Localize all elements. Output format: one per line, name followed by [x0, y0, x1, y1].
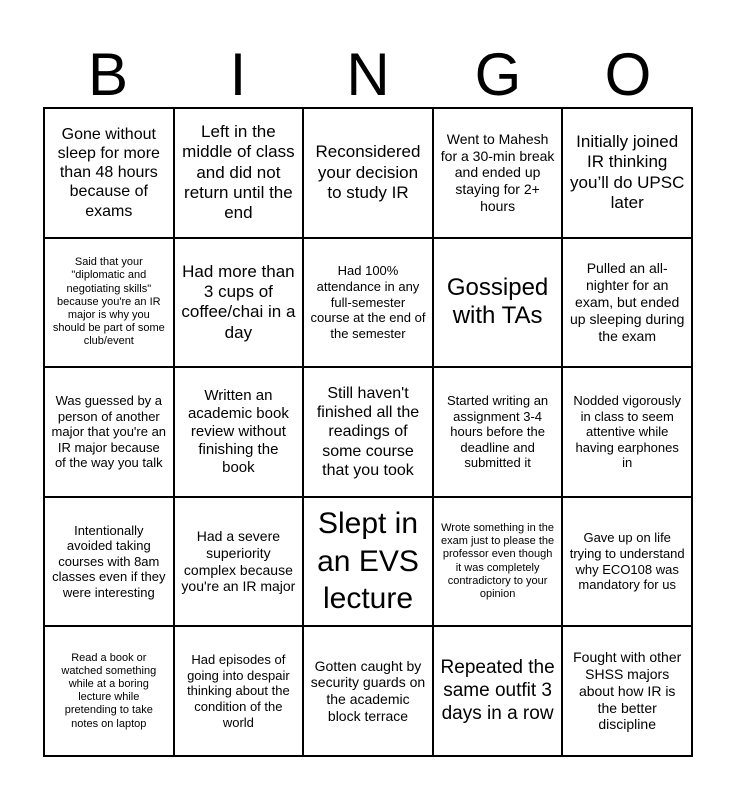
cell-text: Gossiped with TAs [446, 273, 549, 330]
header-letter-b: B [87, 41, 129, 108]
bingo-cell[interactable] [562, 626, 692, 756]
bingo-cell[interactable] [174, 238, 304, 368]
bingo-cell[interactable] [562, 108, 692, 238]
bingo-header [43, 40, 693, 110]
bingo-cell[interactable] [303, 497, 433, 627]
cell-text: Had a severe superiority complex because you're an IR major [181, 528, 296, 595]
bingo-cell[interactable] [433, 497, 563, 627]
cell-text: Went to Mahesh for a 30-min break and ended up staying for 2+ hours [440, 130, 555, 214]
cell-text: Initially joined IR thinking you’ll do UPSC later [570, 132, 685, 213]
bingo-cell[interactable] [44, 238, 174, 368]
cell-text: Still haven't finished all the readings of some course that you took [316, 385, 420, 479]
bingo-cell[interactable] [562, 238, 692, 368]
bingo-cell[interactable] [174, 497, 304, 627]
bingo-cell[interactable] [562, 367, 692, 497]
bingo-cell[interactable] [44, 108, 174, 238]
bingo-cell[interactable] [174, 626, 304, 756]
cell-text: Fought with other SHSS majors about how IR is the better discipline [573, 649, 682, 733]
bingo-cell[interactable] [303, 626, 433, 756]
header-letter-g: G [474, 41, 522, 108]
cell-text: Started writing an assignment 3-4 hours before the deadline and submitted it [447, 393, 549, 471]
header-letter-n: N [346, 41, 390, 108]
cell-text: Gone without sleep for more than 48 hours because of exams [57, 125, 160, 220]
cell-text: Gave up on life trying to understand why ECO108 was mandatory for us [569, 530, 685, 593]
bingo-cell[interactable] [44, 497, 174, 627]
bingo-cell[interactable] [303, 367, 433, 497]
cell-text: Slept in an EVS lecture [317, 507, 419, 616]
cell-text: Repeated the same outfit 3 days in a row [440, 657, 555, 724]
bingo-cell[interactable] [303, 238, 433, 368]
cell-text: Nodded vigorously in class to seem attentive while having earphones in [573, 393, 682, 471]
cell-text: Wrote something in the exam just to please the professor even though it was completely contradictory to your opinion [441, 522, 555, 600]
bingo-cell[interactable] [174, 108, 304, 238]
cell-text: Pulled an all-nighter for an exam, but ended up sleeping during the exam [569, 260, 685, 344]
bingo-cell[interactable] [433, 238, 563, 368]
cell-text: Intentionally avoided taking courses with 8am classes even if they were interesting [52, 522, 166, 600]
cell-text: Read a book or watched something while at a boring lecture while pretending to take notes on laptop [61, 651, 157, 730]
cell-text: Written an academic book review without finishing the book [187, 386, 289, 476]
bingo-grid [43, 107, 693, 757]
bingo-cell[interactable] [562, 497, 692, 627]
bingo-cell[interactable] [433, 367, 563, 497]
cell-text: Reconsidered your decision to study IR [315, 142, 421, 202]
cell-text: Had 100% attendance in any full-semester course at the end of the semester [310, 263, 426, 341]
cell-text: Had episodes of going into despair thinking about the condition of the world [187, 652, 290, 730]
cell-text: Left in the middle of class and did not return until the end [182, 121, 295, 223]
cell-text: Was guessed by a person of another major that you're an IR major because of the way you talk [51, 393, 167, 471]
header-letter-i: I [229, 41, 247, 108]
cell-text: Had more than 3 cups of coffee/chai in a day [181, 261, 296, 342]
cell-text: Said that your "diplomatic and negotiating skills" because you're an IR major is why you should be part of some club/event [52, 256, 165, 348]
bingo-cell[interactable] [44, 626, 174, 756]
cell-text: Gotten caught by security guards on the academic block terrace [310, 657, 426, 724]
bingo-cell[interactable] [433, 626, 563, 756]
bingo-cell[interactable] [174, 367, 304, 497]
bingo-cell[interactable] [44, 367, 174, 497]
bingo-cell[interactable] [433, 108, 563, 238]
bingo-cell[interactable] [303, 108, 433, 238]
header-letter-o: O [604, 41, 652, 108]
